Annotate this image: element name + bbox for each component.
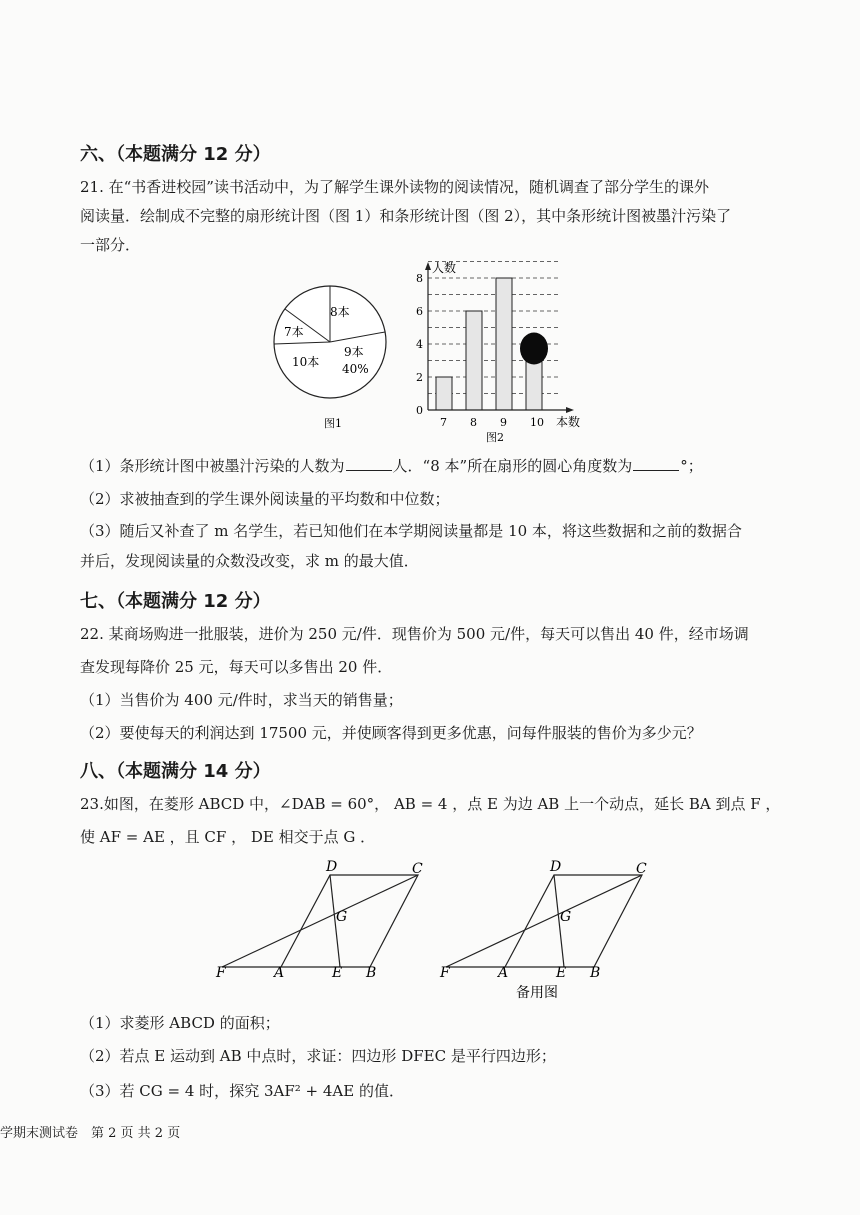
ink-blot <box>520 333 548 365</box>
q23-line-1: 23.如图，在菱形 ABCD 中，∠DAB = 60°， AB = 4 ，点 E 为边 AB 上一个动点，延长 BA 到点 F ， <box>80 795 781 813</box>
q23-sub-2: （2）若点 E 运动到 AB 中点时，求证：四边形 DFEC 是平行四边形； <box>80 1047 556 1065</box>
q23-sub-3: （3）若 CG = 4 时，探究 3AF² + 4AE 的值． <box>80 1082 404 1100</box>
bar-8 <box>466 311 482 410</box>
label-d-spare: D <box>550 859 562 875</box>
label-c-spare: C <box>636 861 647 877</box>
answer-blank-2[interactable] <box>633 458 679 471</box>
x-axis-label: 本数 <box>556 415 581 429</box>
label-f-spare: F <box>440 965 450 981</box>
rhombus-abcd <box>281 875 418 967</box>
q21-line-2: 阅读量．绘制成不完整的扇形统计图（图 1）和条形统计图（图 2），其中条形统计图被墨汁污染了 <box>80 207 732 225</box>
y-tick-label: 0 <box>416 404 423 417</box>
label-f: F <box>216 965 226 981</box>
label-a: A <box>274 965 285 981</box>
q21-sub1-text-a: （1）条形统计图中被墨汁污染的人数为 <box>80 457 345 475</box>
q21-sub-3-line-1: （3）随后又补查了 m 名学生，若已知他们在本学期阅读量都是 10 本，将这些数据和之前的数据合 <box>80 522 742 540</box>
x-tick-label-7: 7 <box>440 416 447 429</box>
bar-10 <box>526 361 542 411</box>
q22-line-2: 查发现每降价 25 元，每天可以多售出 20 件． <box>80 658 393 676</box>
label-a-spare: A <box>498 965 509 981</box>
pie-label-7: 7本 <box>284 325 304 339</box>
y-tick-label: 2 <box>416 371 423 384</box>
x-tick-label-9: 9 <box>500 416 507 429</box>
y-tick-label: 6 <box>416 305 423 318</box>
x-tick-label-10: 10 <box>530 416 544 429</box>
rhombus-abcd-spare <box>505 875 642 967</box>
answer-blank-1[interactable] <box>346 458 392 471</box>
section-7-heading: 七、（本题满分 12 分） <box>80 591 271 612</box>
pie-label-9-percent: 40% <box>342 362 369 376</box>
x-axis-arrow <box>566 407 574 413</box>
page-footer: 学期末测试卷 第 2 页 共 2 页 <box>0 1126 181 1141</box>
q21-sub-1 <box>80 455 703 476</box>
label-b-spare: B <box>590 965 601 981</box>
q21-sub1-text-b: 人．“8 本”所在扇形的圆心角度数为 <box>392 457 633 475</box>
segment-fc <box>222 875 418 967</box>
label-d: D <box>326 859 338 875</box>
pie-label-9: 9本 <box>344 345 364 359</box>
x-tick-label-8: 8 <box>470 416 477 429</box>
rhombus-figure <box>210 855 440 985</box>
rhombus-figure-spare <box>434 855 664 1005</box>
pie-label-8: 8本 <box>330 305 350 319</box>
q22-sub-1: （1）当售价为 400 元/件时，求当天的销售量； <box>80 691 403 709</box>
q23-line-2: 使 AF = AE ，且 CF ， DE 相交于点 G ． <box>80 828 376 846</box>
label-e: E <box>332 965 343 981</box>
pie-chart-figure-1 <box>268 276 408 434</box>
label-e-spare: E <box>556 965 567 981</box>
q21-line-1: 21. 在“书香进校园”读书活动中，为了解学生课外读物的阅读情况，随机调查了部分学生的课外 <box>80 178 709 196</box>
pie-caption: 图1 <box>324 417 342 430</box>
label-g: G <box>336 909 348 925</box>
bar-caption: 图2 <box>486 431 504 444</box>
segment-fc-spare <box>446 875 642 967</box>
y-tick-label: 4 <box>416 338 423 351</box>
q21-sub1-text-c: °； <box>680 457 703 475</box>
bar-9 <box>496 278 512 410</box>
q22-line-1: 22. 某商场购进一批服装，进价为 250 元/件．现售价为 500 元/件，每天可以售出 40 件，经市场调 <box>80 625 749 643</box>
bar-7 <box>436 377 452 410</box>
y-axis-arrow <box>425 262 431 270</box>
y-axis-label: 人数 <box>432 261 457 275</box>
q21-line-3: 一部分． <box>80 236 141 254</box>
q23-sub-1: （1）求菱形 ABCD 的面积； <box>80 1014 280 1032</box>
label-c: C <box>412 861 423 877</box>
label-g-spare: G <box>560 909 572 925</box>
q22-sub-2: （2）要使每天的利润达到 17500 元，并使顾客得到更多优惠，问每件服装的售价为多少元？ <box>80 724 702 742</box>
spare-figure-caption: 备用图 <box>516 985 558 1001</box>
section-6-heading: 六、（本题满分 12 分） <box>80 144 271 165</box>
bar-chart-figure-2 <box>400 258 600 444</box>
label-b: B <box>366 965 377 981</box>
q21-sub-2: （2）求被抽查到的学生课外阅读量的平均数和中位数； <box>80 490 450 508</box>
section-8-heading: 八、（本题满分 14 分） <box>80 761 271 782</box>
q21-sub-3-line-2: 并后，发现阅读量的众数没改变，求 m 的最大值． <box>80 552 419 570</box>
y-tick-label: 8 <box>416 272 423 285</box>
pie-label-10: 10本 <box>292 355 320 369</box>
